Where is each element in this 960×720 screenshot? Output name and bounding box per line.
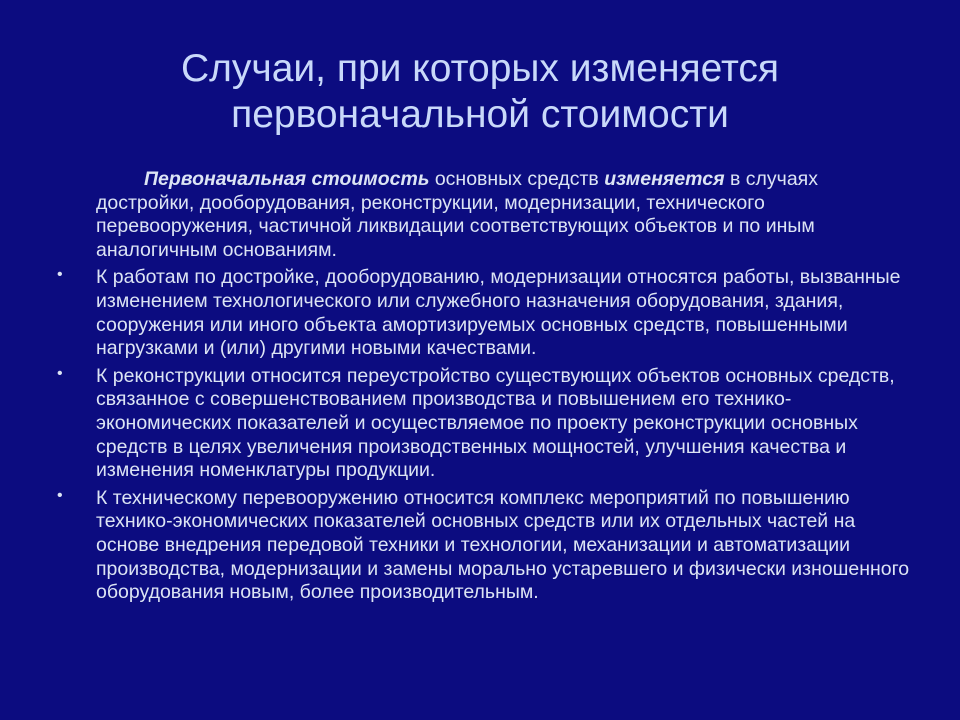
bullet-icon: • xyxy=(57,364,63,382)
slide-title-line-1: Случаи, при которых изменяется xyxy=(180,47,780,90)
list-item-text: К реконструкции относится переустройство существующих объектов основных средств, связанное с совершенствованием производства и повышением его технико-экономических показателей и осуществляемое по проекту реконструкции основных средств в целях увеличения производственных мощностей, улучшения качества и изменения номенклатуры продукции. xyxy=(96,364,895,482)
list-item xyxy=(56,487,916,605)
list-item-text: К работам по достройке, дооборудованию, модернизации относятся работы, вызванные изменением технологического или служебного назначения оборудования, здания, сооружения или иного объекта амортизируемых основных средств, повышенными нагрузками и (или) другими новыми качествами. xyxy=(96,266,901,360)
intro-text-2: в случаях достройки, дооборудования, реконструкции, модернизации, технического перевооружения, частичной ликвидации соответствующих объектов и по иным аналогичным основаниям. xyxy=(96,168,818,261)
bullet-list xyxy=(56,266,916,604)
list-item xyxy=(56,365,916,483)
intro-paragraph xyxy=(56,168,916,262)
slide-body xyxy=(56,168,916,605)
bullet-icon: • xyxy=(57,486,63,504)
intro-term-changes: изменяется xyxy=(604,168,725,190)
slide-title-line-2: первоначальной стоимости xyxy=(231,93,729,136)
slide-title xyxy=(80,46,880,138)
intro-term-initial-cost: Первоначальная стоимость xyxy=(144,168,430,190)
list-item-text: К техническому перевооружению относится комплекс мероприятий по повышению технико-экономических показателей основных средств или их отдельных частей на основе внедрения передовой техники и технологии, механизации и автоматизации производства, модернизации и замены морально устаревшего и физически изношенного оборудования новым, более производительным. xyxy=(96,486,910,604)
list-item xyxy=(56,266,916,360)
bullet-icon: • xyxy=(57,266,63,284)
intro-text-1: основных средств xyxy=(429,168,605,190)
